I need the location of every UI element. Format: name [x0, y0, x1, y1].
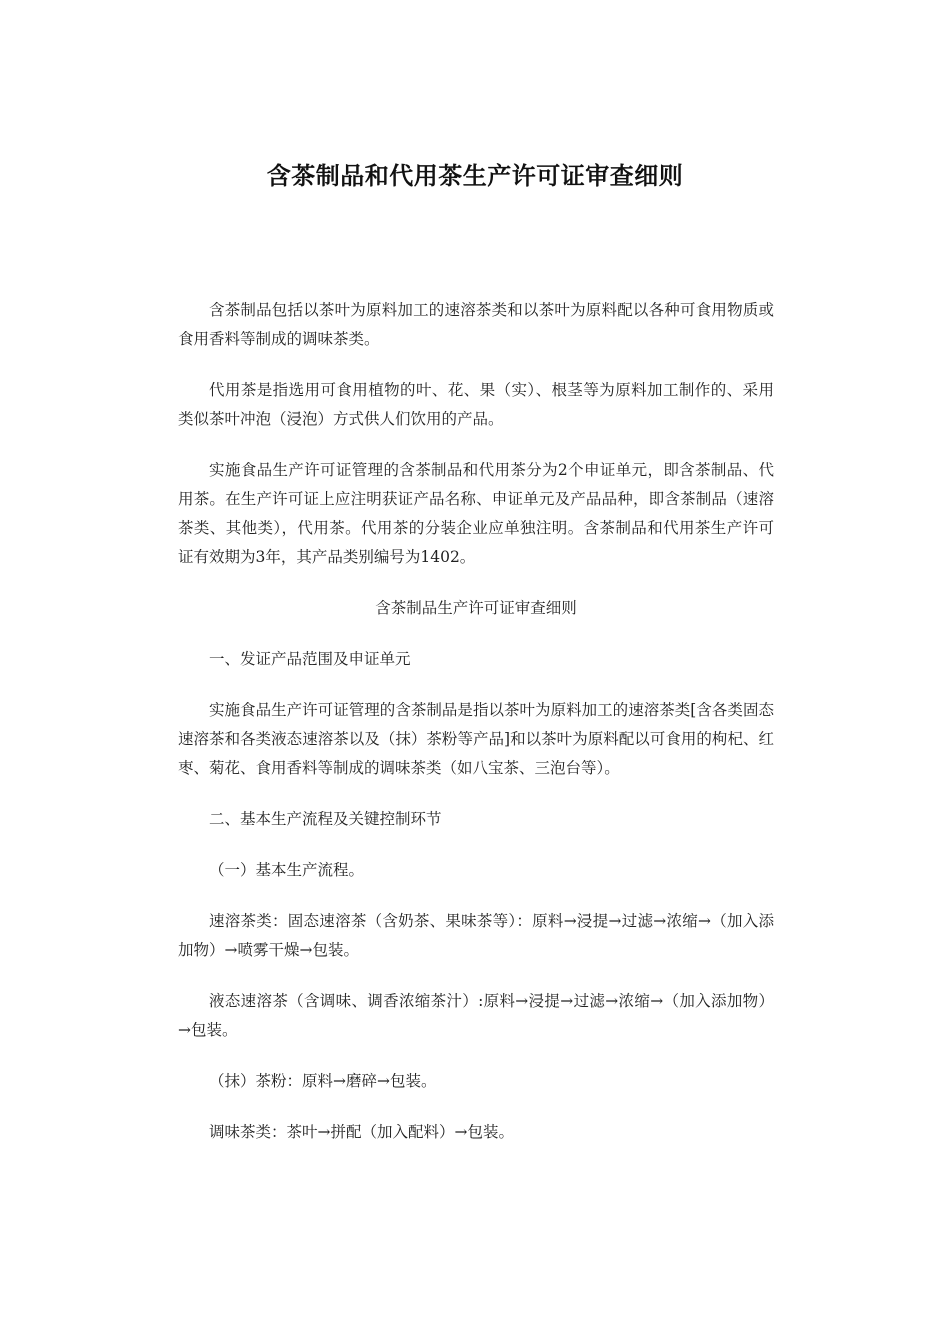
paragraph-intro-tea-products: 含茶制品包括以茶叶为原料加工的速溶茶类和以茶叶为原料配以各种可食用物质或食用香料等制成的调味茶类。: [178, 301, 774, 348]
section-heading-scope: 一、发证产品范围及申证单元: [209, 650, 411, 668]
document-title: 含茶制品和代用茶生产许可证审查细则: [266, 161, 684, 190]
paragraph-scope-definition: 实施食品生产许可证管理的含茶制品是指以茶叶为原料加工的速溶茶类[含各类固态速溶茶和各类液态速溶茶以及（抹）茶粉等产品]和以茶叶为原料配以可食用的枸杞、红枣、菊花、食用香料等制成的调味茶类（如八宝茶、三泡台等）。: [178, 701, 774, 777]
paragraph-license-units: 实施食品生产许可证管理的含茶制品和代用茶分为2个申证单元，即含茶制品、代用茶。在生产许可证上应注明获证产品名称、申证单元及产品品种，即含茶制品（速溶茶类、其他类），代用茶。代用茶的分装企业应单独注明。含茶制品和代用茶生产许可证有效期为3年，其产品类别编号为1402。: [178, 461, 774, 566]
paragraph-instant-tea-solid: 速溶茶类：固态速溶茶（含奶茶、果味茶等）：原料→浸提→过滤→浓缩→（加入添加物）→喷雾干燥→包装。: [178, 912, 774, 959]
section-heading-rules: 含茶制品生产许可证审查细则: [375, 599, 577, 617]
subsection-heading-basic-process: （一）基本生产流程。: [209, 861, 365, 879]
section-heading-process: 二、基本生产流程及关键控制环节: [209, 810, 442, 828]
paragraph-matcha-powder: （抹）茶粉：原料→磨碎→包装。: [209, 1072, 437, 1090]
paragraph-intro-substitute-tea: 代用茶是指选用可食用植物的叶、花、果（实）、根茎等为原料加工制作的、采用类似茶叶冲泡（浸泡）方式供人们饮用的产品。: [178, 381, 774, 428]
paragraph-flavored-tea: 调味茶类：茶叶→拼配（加入配料）→包装。: [209, 1123, 514, 1141]
paragraph-instant-tea-liquid: 液态速溶茶（含调味、调香浓缩茶汁）:原料→浸提→过滤→浓缩→（加入添加物）→包装。: [178, 992, 774, 1039]
document-body: [178, 296, 774, 1169]
